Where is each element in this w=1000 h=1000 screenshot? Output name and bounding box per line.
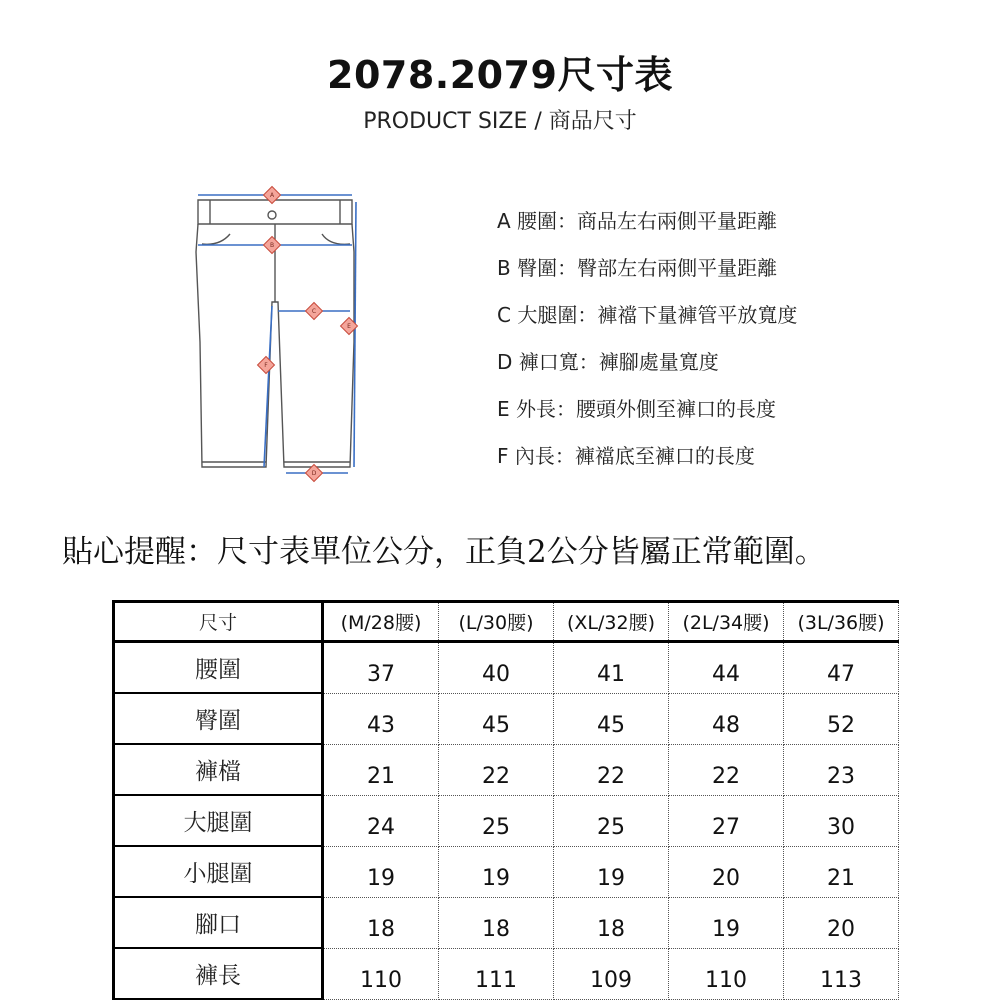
table-row: [114, 948, 899, 999]
cell-value: 111: [439, 948, 554, 999]
row-label: 腰圍: [114, 642, 323, 694]
cell-value: 44: [669, 642, 784, 694]
size-col-m: (M/28腰): [323, 602, 439, 642]
cell-value: 25: [554, 795, 669, 846]
cell-value: 18: [554, 897, 669, 948]
legend-item-d: D 褲口寬：褲腳處量寬度: [497, 350, 719, 374]
legend-item-e: E 外長：腰頭外側至褲口的長度: [497, 397, 776, 421]
cell-value: 43: [323, 693, 439, 744]
cell-value: 48: [669, 693, 784, 744]
legend-item-a: A 腰圍：商品左右兩側平量距離: [497, 209, 778, 233]
legend-item-f: F 內長：褲襠底至褲口的長度: [497, 444, 755, 468]
size-header-row: [114, 602, 899, 642]
cell-value: 21: [323, 744, 439, 795]
page-subtitle: PRODUCT SIZE / 商品尺寸: [363, 109, 637, 134]
marker-a-label: A: [269, 192, 275, 199]
header-label: 尺寸: [114, 602, 323, 642]
cell-value: 21: [784, 846, 899, 897]
cell-value: 45: [554, 693, 669, 744]
table-row: [114, 693, 899, 744]
cell-value: 18: [439, 897, 554, 948]
cell-value: 37: [323, 642, 439, 694]
size-col-l: (L/30腰): [439, 602, 554, 642]
cell-value: 52: [784, 693, 899, 744]
size-col-xl: (XL/32腰): [554, 602, 669, 642]
cell-value: 113: [784, 948, 899, 999]
markers: [258, 187, 358, 482]
marker-e-label: E: [347, 323, 351, 330]
cell-value: 20: [784, 897, 899, 948]
legend-item-c: C 大腿圍：褲襠下量褲管平放寬度: [497, 303, 798, 327]
size-col-2l: (2L/34腰): [669, 602, 784, 642]
measurement-legend: [497, 205, 797, 487]
measure-lines: [198, 195, 356, 473]
cell-value: 110: [669, 948, 784, 999]
cell-value: 19: [669, 897, 784, 948]
cell-value: 27: [669, 795, 784, 846]
row-label: 褲長: [114, 948, 323, 999]
cell-value: 45: [439, 693, 554, 744]
cell-value: 20: [669, 846, 784, 897]
cell-value: 41: [554, 642, 669, 694]
cell-value: 19: [323, 846, 439, 897]
marker-d-label: D: [311, 470, 317, 477]
table-row: [114, 744, 899, 795]
marker-b-label: B: [269, 242, 275, 249]
row-label: 大腿圍: [114, 795, 323, 846]
cell-value: 19: [439, 846, 554, 897]
row-label: 褲檔: [114, 744, 323, 795]
table-row: [114, 795, 899, 846]
cell-value: 23: [784, 744, 899, 795]
marker-f-label: F: [264, 362, 268, 369]
cell-value: 109: [554, 948, 669, 999]
cell-value: 47: [784, 642, 899, 694]
row-label: 臀圍: [114, 693, 323, 744]
table-row: [114, 897, 899, 948]
cell-value: 22: [554, 744, 669, 795]
row-label: 腳口: [114, 897, 323, 948]
size-col-3l: (3L/36腰): [784, 602, 899, 642]
cell-value: 22: [439, 744, 554, 795]
pants-diagram: [180, 182, 380, 492]
marker-c-label: C: [311, 308, 317, 315]
cell-value: 110: [323, 948, 439, 999]
cell-value: 24: [323, 795, 439, 846]
cell-value: 40: [439, 642, 554, 694]
legend-item-b: B 臀圍：臀部左右兩側平量距離: [497, 256, 778, 280]
cell-value: 22: [669, 744, 784, 795]
row-label: 小腿圍: [114, 846, 323, 897]
cell-value: 18: [323, 897, 439, 948]
table-row: [114, 642, 899, 694]
cell-value: 30: [784, 795, 899, 846]
page-title: 2078.2079尺寸表: [327, 53, 673, 97]
size-table: [112, 600, 899, 1000]
cell-value: 19: [554, 846, 669, 897]
cell-value: 25: [439, 795, 554, 846]
size-reminder: 貼心提醒：尺寸表單位公分，正負2公分皆屬正常範圍。: [62, 534, 826, 570]
table-row: [114, 846, 899, 897]
